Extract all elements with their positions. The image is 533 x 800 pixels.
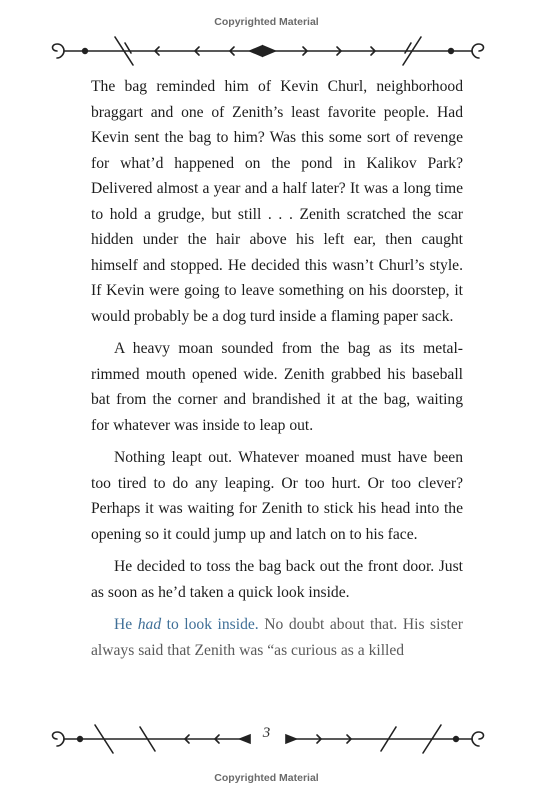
paragraph-5-post: No doubt about that. His sister always said that Zenith was “as curious as a killed: [91, 616, 463, 659]
paragraph-1: The bag reminded him of Kevin Churl, neighborhood braggart and one of Zenith’s least favorite people. Had Kevin sent the bag to him? Was this some sort of revenge for what’d happened on the pond in Kalikov Park? Delivered almost a year and a half later? It was a long time to hold a grudge, but still . . . Zenith scratched the scar hidden under the hair above his left ear, then caught himself and stopped. He decided this wasn’t Churl’s style. If Kevin were going to leave something on his doorstep, it would probably be a dog turd inside a flaming paper sack.: [91, 78, 463, 325]
top-ornament: [45, 33, 491, 69]
paragraph-5-pre: He: [114, 616, 138, 633]
paragraph-3: Nothing leapt out. Whatever moaned must have been too tired to do any leaping. Or too hurt. Or too clever? Perhaps it was waiting for Zenith to stick his head into the opening so it could jump up and latch on to his face.: [91, 449, 463, 543]
paragraph-4: He decided to toss the bag back out the front door. Just as soon as he’d taken a quick look inside.: [91, 558, 463, 601]
body-text: [91, 74, 463, 670]
paragraph-5-emphasis: had: [137, 616, 162, 633]
ornament-flourish-icon: [45, 33, 491, 69]
page-number: 3: [262, 725, 271, 741]
paragraph-5-mid: to look inside.: [161, 616, 259, 633]
copyright-footer: Copyrighted Material: [214, 772, 319, 784]
paragraph-5: [91, 612, 463, 663]
paragraph-2: A heavy moan sounded from the bag as its metal-rimmed mouth opened wide. Zenith grabbed his baseball bat from the corner and brandished it at the bag, waiting for whatever was inside to leap out.: [91, 340, 463, 434]
copyright-header: Copyrighted Material: [214, 16, 319, 28]
